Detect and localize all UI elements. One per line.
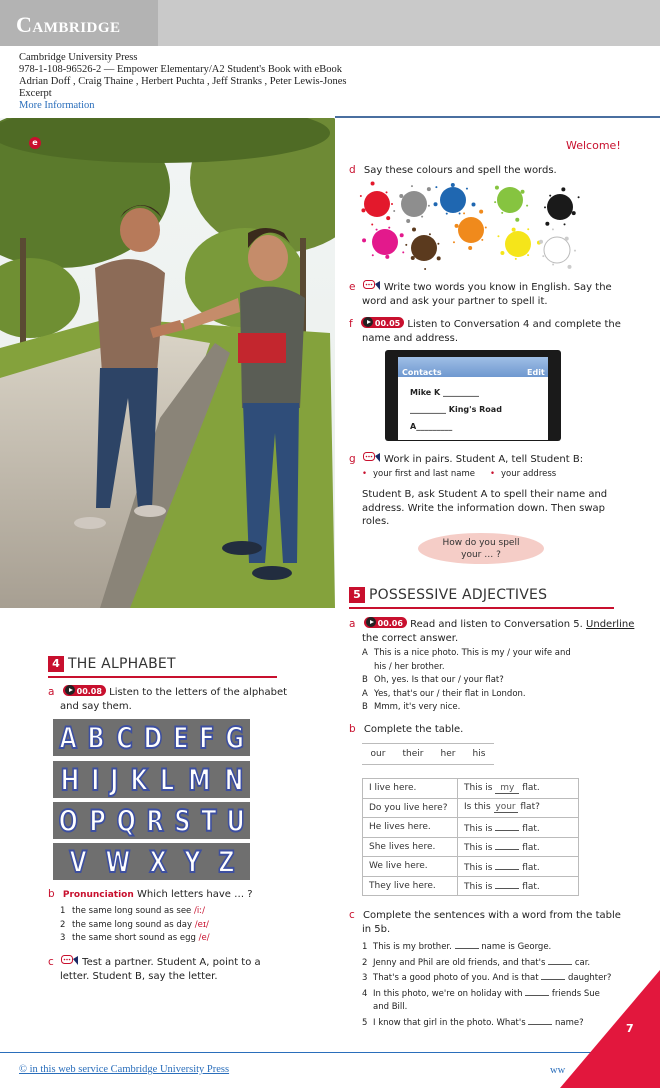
item-post: name is George. xyxy=(481,942,552,952)
photo-badge: e xyxy=(29,137,41,149)
instruction-line: roles. xyxy=(362,516,390,527)
authors: Adrian Doff , Craig Thaine , Herbert Puchta , Jeff Stranks , Peter Lewis-Jones xyxy=(19,76,347,87)
bullet-text: your address xyxy=(501,469,557,479)
line-text: Oh, yes. Is that our / your flat? xyxy=(374,675,504,685)
alphabet-letter: L xyxy=(160,762,175,797)
paint-splat xyxy=(539,228,576,268)
answer-blank[interactable]: your xyxy=(495,802,516,813)
alphabet-row-3 xyxy=(53,802,250,839)
exercise-letter: c xyxy=(349,909,355,921)
exercise-letter: f xyxy=(349,318,353,330)
cell-post: flat. xyxy=(522,782,540,793)
exercise-letter: a xyxy=(349,618,356,630)
speaker: B xyxy=(362,675,368,685)
item-number: 3 xyxy=(362,973,368,983)
alphabet-letter: U xyxy=(226,803,245,838)
line-text: his / her brother. xyxy=(374,661,445,672)
cell-pre: This is xyxy=(464,862,493,873)
speech-bubble xyxy=(418,533,544,564)
cell-post: flat. xyxy=(522,862,540,873)
play-icon xyxy=(363,317,373,327)
table-cell xyxy=(458,818,579,838)
photo-two-boys-shaking-hands xyxy=(0,118,335,608)
exercise-g xyxy=(349,452,583,467)
play-icon xyxy=(366,617,376,627)
exercise-text: Say these colours and spell the words. xyxy=(363,165,557,176)
alphabet-letter: H xyxy=(60,762,79,797)
speaking-icon xyxy=(61,955,79,966)
bullet-item: • your first and last name xyxy=(362,469,475,479)
alphabet-letter: J xyxy=(109,762,118,797)
speaker: A xyxy=(362,648,368,658)
alphabet-letter: D xyxy=(143,720,162,755)
cell-pre: This is xyxy=(464,843,493,854)
line-text: Mmm, it's very nice. xyxy=(374,702,461,712)
cell-pre: This is xyxy=(464,882,493,893)
list-item xyxy=(60,905,210,919)
answer-blank[interactable] xyxy=(528,1015,552,1025)
word: our xyxy=(370,749,386,759)
unit-title: Welcome! xyxy=(566,139,621,152)
alphabet-letter: O xyxy=(58,803,78,838)
table-cell xyxy=(458,857,579,877)
exercise-text-2: the correct answer. xyxy=(362,632,459,644)
paint-splat xyxy=(405,228,440,270)
list-item xyxy=(362,955,611,971)
exercise-text-1: Write two words you know in English. Say the xyxy=(383,282,612,293)
audio-track-number: 00.06 xyxy=(377,619,403,628)
line-text: This is a nice photo. This is my / your wife and xyxy=(374,648,571,658)
cell-pre: Is this xyxy=(464,802,491,813)
more-information-link[interactable]: More Information xyxy=(19,100,95,110)
pronunciation-label: Pronunciation xyxy=(62,890,134,900)
paint-splat xyxy=(434,183,476,215)
exercise-text-2: letter. Student B, say the letter. xyxy=(60,970,218,982)
page-corner-triangle xyxy=(560,970,660,1088)
word: his xyxy=(472,749,486,759)
alphabet-letter: Q xyxy=(116,803,135,838)
table-row xyxy=(363,857,579,877)
audio-track-number: 00.05 xyxy=(374,319,401,328)
ipa-symbol: /e/ xyxy=(198,933,210,943)
alphabet-letter: F xyxy=(199,720,215,755)
cell-post: flat. xyxy=(522,843,540,854)
table-cell xyxy=(458,798,579,818)
alphabet-letter: S xyxy=(174,803,190,838)
exercise-text-2: word and ask your partner to spell it. xyxy=(362,295,548,307)
speaking-icon xyxy=(363,280,381,291)
cell-pre: This is xyxy=(464,782,493,793)
audio-track-button[interactable] xyxy=(63,685,106,696)
exercise-text: Complete the table. xyxy=(363,724,464,735)
item-text: the same long sound as day xyxy=(72,919,193,930)
web-link[interactable]: ww xyxy=(550,1065,566,1076)
alphabet-letter: C xyxy=(115,720,132,755)
alphabet-letter: V xyxy=(69,844,86,879)
item-number: 2 xyxy=(60,919,66,930)
cell-post: flat. xyxy=(522,882,540,893)
alphabet-letter: E xyxy=(173,720,189,755)
list-item xyxy=(60,932,210,946)
answer-blank[interactable] xyxy=(495,879,519,889)
contacts-label: Contacts xyxy=(402,368,442,377)
item-number: 4 xyxy=(362,988,368,999)
item-text: the same short sound as egg xyxy=(72,933,196,943)
exercise-text-1: Test a partner. Student A, point to a xyxy=(82,957,261,968)
table-row xyxy=(363,798,579,818)
alphabet-letter: P xyxy=(88,803,105,838)
conversation-line xyxy=(362,661,571,675)
exercise-f xyxy=(349,317,621,345)
alphabet-letter: W xyxy=(105,844,130,879)
contact-street-line: _________ King's Road xyxy=(410,405,502,414)
bullet-text: your first and last name xyxy=(373,469,475,479)
exercise-text-1: Complete the sentences with a word from the table xyxy=(362,910,621,921)
exercise-text-2: in 5b. xyxy=(362,923,391,935)
bubble-line: your … ? xyxy=(461,550,501,560)
answer-blank[interactable] xyxy=(525,986,549,996)
table-row xyxy=(363,876,579,896)
alphabet-letter: I xyxy=(91,762,99,797)
item-number: 1 xyxy=(60,906,66,916)
answer-blank[interactable] xyxy=(548,955,572,965)
item-pre: That's a good photo of you. And is that xyxy=(373,973,539,983)
edit-button[interactable]: Edit xyxy=(527,368,545,377)
alphabet-letter: T xyxy=(200,803,216,838)
alphabet-letter: M xyxy=(188,762,210,797)
excerpt-label: Excerpt xyxy=(19,88,52,99)
alphabet-letter: N xyxy=(224,762,243,797)
answer-blank[interactable] xyxy=(495,860,519,870)
speaker: B xyxy=(362,702,368,712)
exercise-b5 xyxy=(349,723,463,737)
audio-track-button[interactable] xyxy=(364,617,407,628)
item-number: 3 xyxy=(60,933,66,943)
paint-splat xyxy=(360,181,393,225)
alphabet-letter: G xyxy=(225,720,244,755)
ipa-symbol: /iː/ xyxy=(193,906,205,916)
exercise-text-1: Read and listen to Conversation 5. xyxy=(410,619,583,630)
instruction-line: Student B, ask Student A to spell their name and xyxy=(362,489,608,500)
exercise-text-1: Listen to Conversation 4 and complete the xyxy=(407,319,621,330)
section-title: THE ALPHABET xyxy=(68,656,176,672)
item-pre: I know that girl in the photo. What's xyxy=(373,1017,526,1028)
underline-word: Underline xyxy=(586,619,635,630)
conversation-line xyxy=(362,701,571,715)
exercise-c5 xyxy=(349,909,621,936)
exercise-text-2: and say them. xyxy=(60,700,132,712)
publisher: Cambridge University Press xyxy=(19,52,138,63)
exercise-a4 xyxy=(48,685,287,713)
item-pre: This is my brother. xyxy=(373,942,452,952)
item-number: 5 xyxy=(362,1017,368,1028)
conversation-line xyxy=(362,674,571,688)
paint-splat xyxy=(362,227,404,259)
exercise-letter: c xyxy=(48,956,54,968)
section-number: 5 xyxy=(349,587,365,603)
instruction-line: address. Write the information down. Then swap xyxy=(362,502,606,514)
table-cell: We live here. xyxy=(363,857,458,877)
audio-track-button[interactable] xyxy=(361,317,404,328)
paint-splat xyxy=(494,180,528,222)
speaking-icon xyxy=(363,452,381,463)
contact-name-line: Mike K _________ xyxy=(410,388,480,397)
table-row xyxy=(363,837,579,857)
answer-blank[interactable] xyxy=(495,821,519,831)
top-rule xyxy=(335,116,660,118)
exercise-letter: d xyxy=(349,164,356,176)
speaker: A xyxy=(362,688,368,699)
paint-splat xyxy=(393,185,431,223)
alphabet-letter: A xyxy=(58,720,76,755)
table-row xyxy=(363,818,579,838)
contact-area-line: A_________ xyxy=(410,422,453,431)
table-cell: He lives here. xyxy=(363,818,458,838)
exercise-g-instructions xyxy=(362,488,607,529)
exercise-letter: b xyxy=(349,723,356,735)
list-item xyxy=(362,939,611,955)
conversation-5 xyxy=(362,647,571,715)
alphabet-letter: R xyxy=(146,803,163,838)
bullet-item: • your address xyxy=(490,469,557,479)
exercise-letter: e xyxy=(349,281,356,293)
exercise-d xyxy=(349,164,557,178)
item-pre: In this photo, we're on holiday with xyxy=(373,988,523,999)
item-number: 2 xyxy=(362,957,368,968)
exercise-letter: b xyxy=(48,888,55,900)
pronunciation-list xyxy=(60,905,210,946)
alphabet-letter: B xyxy=(87,720,105,755)
alphabet-letter: Y xyxy=(184,844,201,879)
section-rule xyxy=(48,676,277,678)
exercise-c4 xyxy=(48,955,261,983)
word: their xyxy=(402,749,424,759)
item-post: car. xyxy=(574,957,591,968)
exercise-text: Which letters have … ? xyxy=(136,889,253,900)
answer-blank[interactable]: my xyxy=(495,784,519,794)
cell-post: flat. xyxy=(522,823,540,834)
table-row xyxy=(363,779,579,799)
isbn-line: 978-1-108-96526-2 — Empower Elementary/A2 Student's Book with eBook xyxy=(19,64,342,75)
item-post: friends Sue xyxy=(551,988,600,999)
cell-pre: This is xyxy=(464,823,493,834)
list-item xyxy=(60,919,210,933)
paint-splats xyxy=(350,180,600,275)
item-post: daughter? xyxy=(568,973,612,983)
audio-track-number: 00.08 xyxy=(76,687,102,696)
answer-blank[interactable] xyxy=(455,939,479,949)
alphabet-letter: X xyxy=(149,844,167,879)
exercise-text: Work in pairs. Student A, tell Student B: xyxy=(384,454,584,465)
item-pre: and Bill. xyxy=(373,1002,408,1012)
alphabet-row-4 xyxy=(53,843,250,880)
section-heading-5 xyxy=(349,587,547,603)
exercise-text-1: Listen to the letters of the alphabet xyxy=(109,687,288,698)
item-text: the same long sound as see xyxy=(72,906,192,916)
exercise-text-2: name and address. xyxy=(362,332,458,344)
line-text: Yes, that's our / their flat in London. xyxy=(374,688,526,699)
paint-splat xyxy=(453,210,487,250)
cambridge-logo: Cambridge xyxy=(16,12,121,37)
paint-splat xyxy=(544,187,580,225)
alphabet-row-1 xyxy=(53,719,250,756)
table-cell: I live here. xyxy=(363,779,458,799)
table-cell xyxy=(458,876,579,896)
table-cell xyxy=(458,837,579,857)
table-cell: She lives here. xyxy=(363,837,458,857)
cell-post: flat? xyxy=(520,802,540,813)
item-number: 1 xyxy=(362,942,368,952)
copyright-link[interactable]: © in this web service Cambridge University Press xyxy=(19,1064,230,1075)
item-pre: Jenny and Phil are old friends, and that's xyxy=(373,957,546,968)
paint-splat xyxy=(497,228,540,260)
section-number: 4 xyxy=(48,656,64,672)
word: her xyxy=(440,749,456,759)
exercise-b4 xyxy=(48,888,253,903)
page-number: 7 xyxy=(626,1022,634,1035)
play-icon xyxy=(65,685,75,695)
conversation-line xyxy=(362,647,571,661)
table-cell: They live here. xyxy=(363,876,458,896)
item-post: name? xyxy=(555,1017,584,1028)
section-heading-4 xyxy=(48,656,176,672)
exercise-letter: a xyxy=(48,686,55,698)
answer-blank[interactable] xyxy=(495,840,519,850)
table-cell: Do you live here? xyxy=(363,798,458,818)
table-cell xyxy=(458,779,579,799)
alphabet-row-2 xyxy=(53,761,250,798)
word-box xyxy=(362,743,494,765)
section-title: POSSESSIVE ADJECTIVES xyxy=(369,587,548,603)
bubble-line: How do you spell xyxy=(442,538,520,548)
section-rule xyxy=(349,607,614,609)
exercise-letter: g xyxy=(349,453,356,465)
alphabet-letter: Z xyxy=(218,844,234,879)
ipa-symbol: /eɪ/ xyxy=(194,919,209,930)
possessive-table xyxy=(362,778,579,896)
conversation-line xyxy=(362,688,571,702)
alphabet-letter: K xyxy=(130,762,147,797)
exercise-e xyxy=(349,280,612,308)
exercise-a5 xyxy=(349,617,634,645)
